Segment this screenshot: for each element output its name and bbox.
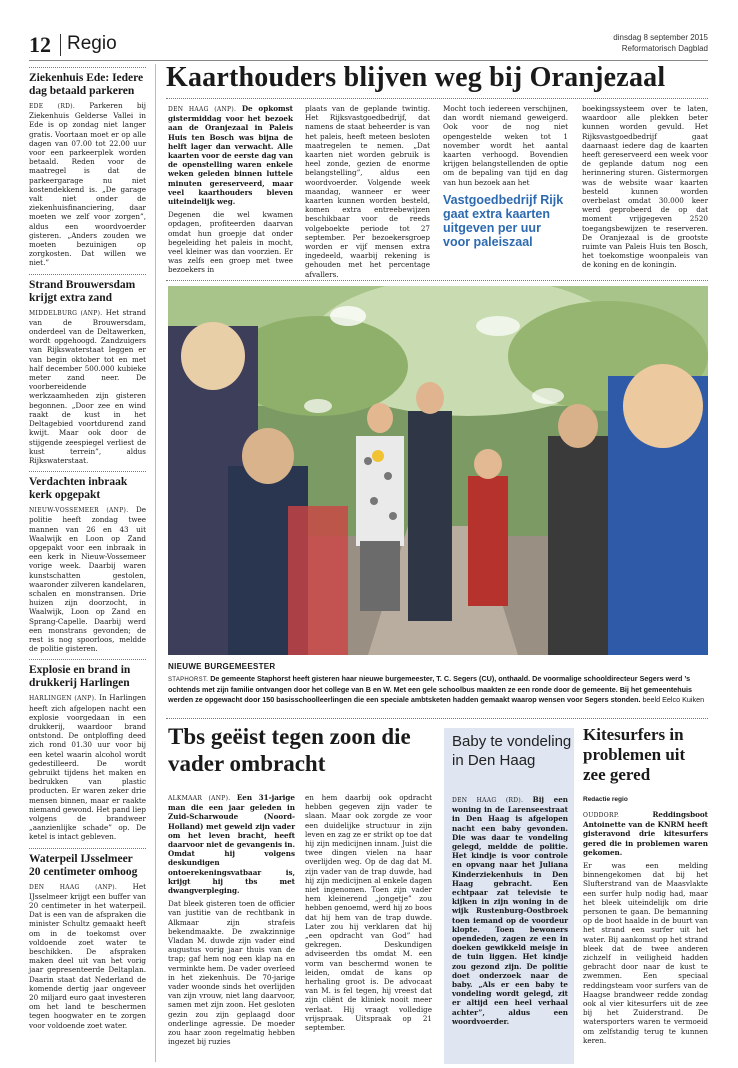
brief-body: DEN HAAG (ANP). Het IJsselmeer krijgt een buffer van 20 centimeter in het waterpeil. Dat is een van de afspraken die minister Schultz gemaakt heeft om in de toekomst over voldoende zoet water te beschikken. De afspraken maken deel uit van het vorig jaar gepresenteerde Deltaplan. Daarin staat dat Nederland de komende dertig jaar ongeveer 20 miljard euro gaat investeren om het land te beschermen tegen hoogwater en te zorgen voor voldoende zoet water. — [29, 881, 146, 1030]
brief-title: Waterpeil IJsselmeer 20 centimeter omhoog — [29, 852, 138, 878]
brief-body: HARLINGEN (ANP). In Harlingen heeft zich afgelopen nacht een explosie voorgedaan in een drukkerij, waardoor brand ontstond. De ontploffing deed zich rond 01.30 uur voor bij een ketel waarin alcohol wordt gedestilleerd. De wordt gebruikt tijdens het maken en bedrukken van plastic producten. Er waren zeker drie mensen binnen, maar er raakte niemand gewond. Het pand liep volgens de brandweer „aanzienlijke schade” op. De ketel is intact gebleven. — [29, 693, 146, 842]
brief-item — [29, 476, 146, 653]
column-divider — [155, 64, 156, 1062]
brief-item — [29, 279, 146, 465]
brief-body: MIDDELBURG (ANP). Het strand van de Brouwersdam, onderdeel van de Deltawerken, wordt opgehoogd. Zandzuigers van Rijkswaterstaat leggen er van begin oktober tot en met half december 500.000 kubieke meter zand neer. De voorbereidende werkzaamheden zijn gisteren begonnen. „Door zee en wind raakt de kust in het Deltagebied voortdurend zand kwijt. Maar ook door de stijgende zeespiegel verliest de kust terrein”, aldus Rijkswaterstaat. — [29, 307, 146, 465]
sidebar-rule — [29, 67, 146, 68]
photo-credit: beeld Eelco Kuiken — [642, 694, 705, 704]
brief-title: Ziekenhuis Ede: Iedere dag betaald parkeren — [29, 72, 144, 97]
brief-title: Verdachten inbraak kerk opgepakt — [29, 476, 128, 502]
sidebar-rule — [29, 659, 146, 660]
sidebar-rule — [29, 471, 146, 472]
tbs-lead: ALKMAAR (ANP). Een 31-jarige man die een jaar geleden in Zuid-Scharwoude (Noord-Holland) met geweld zijn vader om het leven bracht, heeft daarvoor niet de gevangenis in. Omdat hij volgens deskundigen ontoerekeningsvatbaar is, krijgt hij tbs met dwangverpleging. — [168, 793, 295, 896]
main-col-2 — [305, 104, 430, 279]
header-rule — [29, 60, 708, 61]
tbs-col-2 — [305, 793, 432, 1032]
issue-date: dinsdag 8 september 2015 — [613, 33, 708, 42]
pull-quote: Vastgoedbedrijf Rijk gaat extra kaarten uitgeven per uur voor paleiszaal — [443, 192, 564, 249]
section-rule — [166, 718, 708, 719]
header-divider — [60, 34, 61, 56]
photo-illustration — [168, 286, 708, 655]
brief-item — [29, 853, 146, 1030]
sidebar-rule — [29, 274, 146, 275]
header-meta — [613, 32, 708, 54]
main-body-2: plaats van de geplande twintig. Het Rijksvastgoedbedrijf, dat namens de staat beheerder is van het paleis, heeft meteen besloten maatregelen te nemen. „Dat kaarten niet worden gebruik is heel zonde, gezien de enorme belangstelling”, aldus een woordvoerder. Volgende week maandag, wanneer er weer kaarten kunnen worden besteld, komen extra entreebewijzen beschikbaar voor de reeds volgeboekte periode tot 27 september. Per bezoekersgroep worden er vijf mensen extra ingedeeld, waarbij rekening is gehouden met het percentage afvallers. — [305, 104, 430, 279]
main-lead: DEN HAAG (ANP). De opkomst gistermiddag voor het bezoek aan de Oranjezaal in Paleis Huis ten Bosch was bijna de helft lager dan verwacht. Alle kaarten voor de eerste dag van de openstelling waren enkele weken geleden binnen luttele minuten gereserveerd, maar veel kaarthouders bleven uiteindelijk weg. — [168, 104, 293, 207]
brief-item — [29, 664, 146, 841]
headline-rule — [166, 98, 708, 99]
main-col-3 — [443, 104, 568, 249]
page-number: 12 — [29, 32, 51, 57]
baby-body: DEN HAAG (RD). Bij een woning in de Larenseestraat in Den Haag is afgelopen nacht een baby gevonden. Die was daar te vondeling gelegd, meldde de politie. Het kindje is voor controle en opvang naar het Juliana Kinderziekenhuis in Den Haag gebracht. Een echtpaar zat televisie te kijken in zijn woning in de wijk Rustenburg-Oostbroek toen iemand op de voordeur klopte. Toen bewoners opendeden, zagen ze een in doeken gewikkeld meisje in de tuin liggen. Het kindje zou gezond zijn. De politie doet onderzoek naar de baby. „Als er een baby te vondeling wordt gelegd, zit er altijd een heel verhaal achter”, aldus een woordvoerder. — [452, 795, 568, 1026]
baby-col — [452, 795, 568, 1026]
main-col-1 — [168, 104, 293, 275]
kite-credit: Redactie regio — [583, 796, 628, 803]
main-headline: Kaarthouders blijven weg bij Oranjezaal — [166, 62, 666, 93]
tbs-body-2: en hem daarbij ook opdracht hebben gegeven zijn vader te slaan. Maar ook zorgde ze voor een duidelijke structuur in zijn leven en zag ze er strikt op toe dat hij zijn medicijnen innam. Juist die twee dingen vielen na haar overlijden weg. Op de dag dat M. zijn vader van de trap duwde, had hij zijn medicijnen al enkele dagen niet ingenomen. Toen zijn vader hem kleinerend „jongetje” zou hebben genoemd, werd hij zo boos dat hij hem van de trap duwde. Later zou hij verklaren dat hij „een opdracht van God” had gekregen. Deskundigen adviseerden tbs omdat M. een vorm van beschermd wonen te leiden, omdat de kans op herhaling groot is. De advocaat van M. is fel tegen, hij vreest dat zijn cliënt de kliniek nooit meer verlaat. Hij vraagt volledige vrijspraak. Uitspraak op 21 september. — [305, 793, 432, 1033]
brief-title: Strand Brouwersdam krijgt extra zand — [29, 278, 136, 304]
brief-body: EDE (RD). Parkeren bij Ziekenhuis Gelderse Vallei in Ede is op zondag niet langer gratis. Voortaan moet er op alle dagen van 07.00 tot 22.00 uur voor een parkeerplek worden betaald. Reden voor de maatregel is dat de parkeergarage nu niet kostendekkend is. „De garage valt niet onder de ziekenhuisfinanciering, daar moeten we zelf voor zorgen”, aldus een woordvoerder gisteren. „Anders zouden we moeten bezuinigen op zorgkosten. Dat willen we niet.” — [29, 101, 146, 268]
tbs-headline: Tbs geëist tegen zoon die vader ombracht — [168, 724, 411, 776]
main-body-3: Mocht toch iedereen verschijnen, dan wordt niemand geweigerd. Ook voor de nog niet opengestelde weken tot 1 november wordt het aantal kaarten verhoogd. Bovendien krijgen belangstellenden de optie om de bepaling van tijd en dag van hun bezoek aan het — [443, 104, 568, 187]
photo-caption: STAPHORST. De gemeente Staphorst heeft gisteren haar nieuwe burgemeester, T. C. Segers (CU), onthaald. De voormalige schooldirecteur Segers werd ’s ochtends met zijn familie ontvangen door het college van B en W. Met een gele schoolbus maakten ze een ronde door de gemeente. Bij het gemeentehuis werden ze opgewacht door 150 basisschoolleerlingen die een speciale ambtsketen hadden gemaakt waarop wensen voor Segers stonden. beeld Eelco Kuiken — [168, 674, 705, 704]
brief-item — [29, 72, 146, 268]
main-body-4: boekingssysteem over te laten, waardoor alle plekken beter kunnen worden gevuld. Het Rijksvastgoedbedrijf gaat daarnaast iedere dag de kaarten heeft gereserveerd een week voor de geplande datum nog een herinnering sturen. Gistermorgen was de website waar kaarten besteld kunnen worden overbelast omdat 30.000 keer werd geprobeerd de op dat moment vrijgegeven 2520 toegangsbewijzen te reserveren. De Oranjezaal is de grootste ruimte van Paleis Huis ten Bosch, het toekomstige woonpaleis van de koning en de koningin. — [582, 104, 708, 270]
baby-headline: Baby te vondeling in Den Haag — [452, 733, 572, 769]
photo-caption-title: NIEUWE BURGEMEESTER — [168, 662, 276, 671]
section-rule — [166, 280, 708, 281]
kite-col — [583, 810, 708, 1045]
sidebar-column — [29, 67, 146, 1030]
news-photo — [168, 286, 708, 655]
main-col-4 — [582, 104, 708, 270]
main-body-1: Degenen die wel kwamen opdagen, profiteerden daarvan omdat hun groepje dat onder begeleiding het paleis in mocht, veel kleiner was dan voorzien. Er was zelfs een groep met twee bezoekers in — [168, 210, 293, 275]
sidebar-rule — [29, 848, 146, 849]
section-title: Regio — [67, 33, 117, 54]
kite-lead: OUDDORP. Reddingsboot Antoinette van de KNRM heeft gisteravond drie kitesurfers gered die in problemen waren gekomen. — [583, 810, 708, 857]
kite-body: Er was een melding binnengekomen dat bij het Slufterstrand van de Maasvlakte een surfer hulp nodig had, maar het bleek uiteindelijk om drie personen te gaan. De bemanning op de boot haalde in de buurt van het strand een surfer uit het water. Bij aankomst op het strand bleek dat de twee anderen zichzelf in veiligheid hadden gebracht door naar de kust te zwemmen. Een speciaal reddingsteam voor surfers van de Haagse brandweer redde zondag ook al vier kitesurfers uit de zee bij het Zuiderstrand. De watersporters waren te vermoeid om zelfstandig terug te kunnen keren. — [583, 861, 708, 1045]
tbs-col-1 — [168, 793, 295, 1046]
tbs-body-1: Dat bleek gisteren toen de officier van justitie van de rechtbank in Alkmaar zijn strafeis bekendmaakte. De zwakzinnige Vladan M. duwde zijn vader eind augustus vorig jaar thuis van de trap; gaf hem nog een klap na en verminkte hem. De vader overleed in het ziekenhuis. De 70-jarige vader woonde sinds het overlijden van zijn vrouw, niet lang daarvoor, samen met zijn zoon. Het gesloten gezin zou zijn geplaagd door onderlinge agressie. De moeder zou haar zoon regelmatig hebben ingezet bij ruzies — [168, 899, 295, 1047]
paper-name: Reformatorisch Dagblad — [621, 44, 708, 53]
brief-title: Explosie en brand in drukkerij Harlingen — [29, 664, 131, 690]
brief-body: NIEUW-VOSSEMEER (ANP). De politie heeft zondag twee mannen van 26 en 43 uit Waalwijk en Loon op Zand opgepakt voor een inbraak in een kerk in Nieuw-Vossemeer vorige week. Daarbij waren kunstschatten gestolen, waaronder zilveren kandelaren, schalen en monstransen. Drie huizen zijn doorzocht, in Waalwijk, Loon op Zand en Sprang-Capelle. Daarbij werd een monstrans gevonden; de rest is nog spoorloos, meldde de politie gisteren. — [29, 505, 146, 654]
kite-headline: Kitesurfers in problemen uit zee gered — [583, 725, 686, 784]
